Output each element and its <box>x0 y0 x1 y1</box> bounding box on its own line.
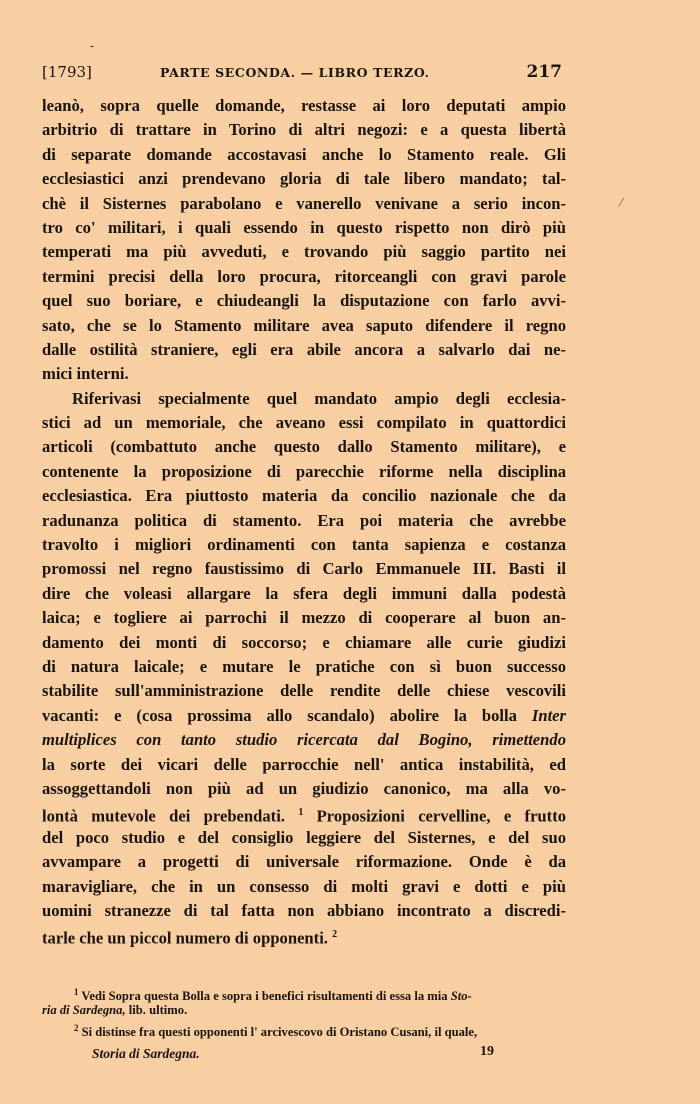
text-line: dalle ostilità straniere, egli era abile ancora a salvarlo dai ne- <box>42 339 566 359</box>
text-line: uomini stranezze di tal fatta non abbiano incontrato a discredi- <box>42 900 566 920</box>
text-line: Riferivasi specialmente quel mandato ampio degli ecclesia- <box>72 388 566 408</box>
text-line-with-italic <box>42 704 566 728</box>
text-line: tro co' militari, i quali essendo in questo rispetto non dirò più <box>42 217 566 237</box>
text-line: articoli (combattuto anche questo dallo Stamento militare), e <box>42 437 566 457</box>
header-dash: - <box>90 39 95 53</box>
footnote-mark: 1 <box>74 987 79 997</box>
text-line: travolto i migliori ordinamenti con tanta sapienza e costanza <box>42 535 566 555</box>
footnote-mark: 2 <box>74 1023 79 1033</box>
text-line: la sorte dei vicari delle parrocchie nell' antica instabilità, ed <box>42 754 566 774</box>
text-line: mici interni. <box>42 364 129 384</box>
text-line: sato, che se lo Stamento militare avea saputo difendere il regno <box>42 315 566 335</box>
text-line-part: tarle che un piccol numero di opponenti. <box>42 928 328 948</box>
footnote-text: Si distinse fra questi opponenti l' arcivescovo di Oristano Cusani, il quale, <box>81 1025 478 1040</box>
text-line: laica; e togliere ai parrochi il mezzo di cooperare al buon an- <box>42 608 566 628</box>
footnote-2 <box>42 1019 566 1040</box>
text-line: ecclesiastici anzi prendevano gloria di tale libero mandato; tal- <box>42 169 566 189</box>
text-line-part: lontà mutevole dei prebendati. <box>42 806 285 826</box>
text-line: promossi nel regno faustissimo di Carlo Emmanuele III. Basti il <box>42 559 566 579</box>
text-line: damento dei monti di soccorso; e chiamare alle curie giudizi <box>42 632 566 652</box>
footnote-ref-1[interactable]: 1 <box>298 807 304 819</box>
footnote-text: Vedi Sopra questa Bolla e sopra i benefici risultamenti di essa la mia <box>81 989 448 1004</box>
text-line: stici ad un memoriale, che aveano essi compilato in quattordici <box>42 413 566 433</box>
footnote-text: lib. ultimo. <box>128 1003 188 1017</box>
signature-line <box>92 1046 532 1068</box>
text-line: termini precisi della loro procura, ritorceangli con gravi parole <box>42 266 566 286</box>
footnotes <box>42 983 566 1040</box>
footnote-1 <box>42 983 566 1004</box>
margin-mark: ⁄ <box>620 196 623 210</box>
footnote-italic: Sto- <box>450 989 472 1004</box>
text-line: avvampare a progetti di universale riformazione. Onde è da <box>42 852 566 872</box>
text-line: dire che voleasi allargare la sfera degli immuni dalla podestà <box>42 583 566 603</box>
text-line: di separate domande accostavasi anche lo Stamento reale. Gli <box>42 144 566 164</box>
text-line-with-ref <box>42 923 566 947</box>
text-line: arbitrio di trattare in Torino di altri negozi: e a questa libertà <box>42 120 566 140</box>
text-line: temperati ma più avveduti, e trovando più saggio partito nei <box>42 242 566 262</box>
footnote-1-cont <box>42 1001 566 1019</box>
text-line: quel suo boriare, e chiudeangli la disputazione con farlo avvi- <box>42 291 566 311</box>
text-line: di natura laicale; e mutare le pratiche con sì buon successo <box>42 656 566 676</box>
header-title: PARTE SECONDA. — LIBRO TERZO. <box>160 65 430 80</box>
text-line: assoggettandoli non più ad un giudizio canonico, ma alla vo- <box>42 778 566 798</box>
footnote-ref-2[interactable]: 2 <box>332 929 338 941</box>
text-line: ecclesiastica. Era piuttosto materia da concilio nazionale che da <box>42 486 566 506</box>
signature-title: Storia di Sardegna. <box>92 1046 200 1061</box>
text-line: contenente la proposizione di parecchie riforme nella disciplina <box>42 461 566 481</box>
text-line-part: vacanti: e (cosa prossima allo scandalo) abolire la bolla <box>42 705 517 725</box>
page-number: 217 <box>526 62 562 82</box>
body-text <box>42 94 566 948</box>
text-line-part: Proposizioni cervelline, e frutto <box>316 806 567 826</box>
text-line: chè il Sisternes parabolano e vanerello venivane a serio incon- <box>42 193 566 213</box>
text-line <box>42 728 566 752</box>
signature-number: 19 <box>480 1044 494 1059</box>
text-line: radunanza politica di stamento. Era poi materia che avrebbe <box>42 510 566 530</box>
text-line: del poco studio e del consiglio leggiere del Sisternes, e del suo <box>42 827 566 847</box>
running-header <box>42 63 566 85</box>
text-line: maravigliare, che in un consesso di molti gravi e dotti e più <box>42 876 566 896</box>
footnote-italic: ria di Sardegna, <box>42 1003 126 1017</box>
text-line: stabilite sull'amministrazione delle rendite delle chiese vescovili <box>42 681 566 701</box>
italic-term: multiplices con tanto studio ricercata dal Bogino, rimettendo <box>42 730 566 750</box>
text-line: leanò, sopra quelle domande, restasse ai loro deputati ampio <box>42 96 566 115</box>
italic-term: Inter <box>531 705 567 725</box>
header-year: [1793] <box>42 63 92 81</box>
text-line-with-ref <box>42 801 566 825</box>
